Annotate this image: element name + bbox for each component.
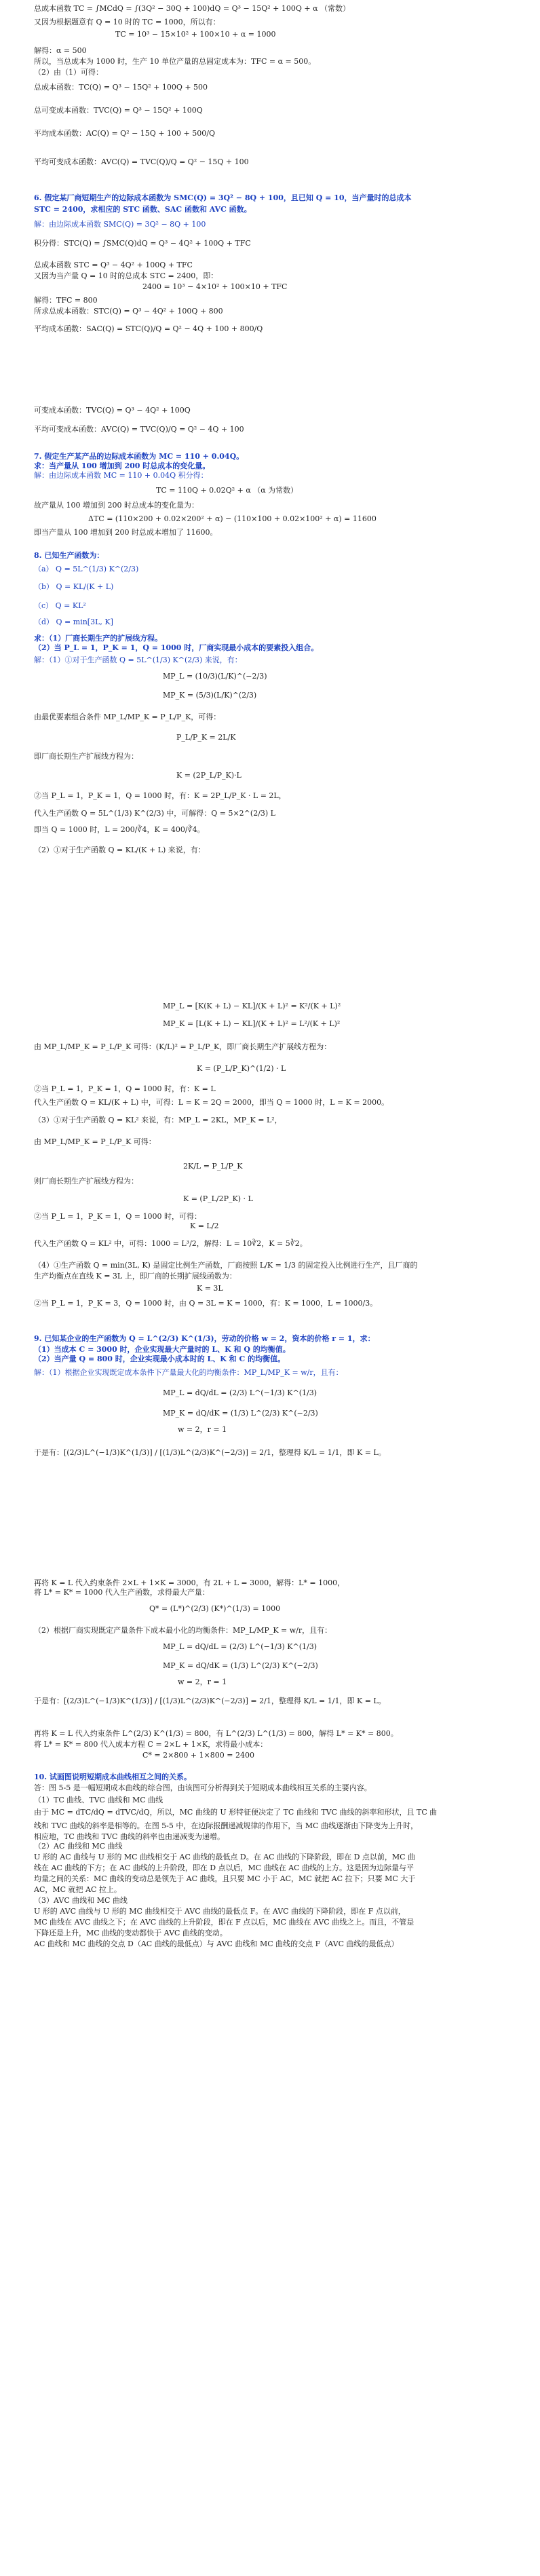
text-line: 8. 已知生产函数为： bbox=[34, 551, 104, 560]
text-line: 解：（1）①对于生产函数 Q = 5L^(1/3) K^(2/3) 来说，有： bbox=[34, 656, 242, 664]
text-line: 平均可变成本函数：AVC(Q) = TVC(Q)/Q = Q² − 4Q + 100 bbox=[34, 425, 244, 434]
text-line: AC 曲线和 MC 曲线的交点 D（AC 曲线的最低点）与 AVC 曲线和 MC 曲线的交点 F（AVC 曲线的最低点） bbox=[34, 1939, 399, 1948]
text-line: 由 MP_L/MP_K = P_L/P_K 可得：(K/L)² = P_L/P_K，即厂商长期生产扩展线方程为： bbox=[34, 1042, 332, 1051]
text-line: （1）当成本 C = 3000 时，企业实现最大产量时的 L、K 和 Q 的均衡值。 bbox=[34, 1345, 290, 1354]
text-line: 解：（1）根据企业实现既定成本条件下产量最大化的均衡条件：MP_L/MP_K = w/r，且有： bbox=[34, 1368, 343, 1377]
text-line: 即当产量从 100 增加到 200 时总成本增加了 11600。 bbox=[34, 528, 218, 537]
text-line: TC = 10³ − 15×10² + 100×10 + α = 1000 bbox=[115, 30, 276, 39]
text-line: 总成本函数 STC = Q³ − 4Q² + 100Q + TFC bbox=[34, 261, 193, 269]
text-line: 2K/L = P_L/P_K bbox=[183, 1162, 243, 1171]
text-line: 平均可变成本函数：AVC(Q) = TVC(Q)/Q = Q² − 15Q + 100 bbox=[34, 157, 249, 166]
text-line: 于是有：[(2/3)L^(−1/3)K^(1/3)] / [(1/3)L^(2/3)K^(−2/3)] = 2/1，整理得 K/L = 1/1，即 K = L。 bbox=[34, 1697, 386, 1705]
text-line: 所以，当总成本为 1000 时，生产 10 单位产量的总固定成本为：TFC = α = 500。 bbox=[34, 57, 316, 66]
text-line: MP_L = [K(K + L) − KL]/(K + L)² = K²/(K + L)² bbox=[163, 1002, 341, 1010]
text-line: 将 L* = K* = 1000 代入生产函数，求得最大产量： bbox=[34, 1588, 210, 1597]
text-line: 再将 K = L 代入约束条件 2×L + 1×K = 3000，有 2L + L = 3000，解得：L* = 1000， bbox=[34, 1578, 345, 1587]
text-line: K = (P_L/2P_K) · L bbox=[183, 1194, 253, 1203]
text-line: MP_K = [L(K + L) − KL]/(K + L)² = L²/(K + L)² bbox=[163, 1019, 341, 1028]
text-line: 代入生产函数 Q = 5L^(1/3) K^(2/3) 中，可解得：Q = 5×2^(2/3) L bbox=[34, 809, 275, 818]
text-line: 下降还是上升，MC 曲线的变动都快于 AVC 曲线的变动。 bbox=[34, 1929, 227, 1937]
text-line: 9. 已知某企业的生产函数为 Q = L^(2/3) K^(1/3)，劳动的价格 w = 2，资本的价格 r = 1，求： bbox=[34, 1334, 375, 1343]
text-line: 故产量从 100 增加到 200 时总成本的变化量为： bbox=[34, 501, 199, 510]
text-line: K = 3L bbox=[197, 1284, 223, 1293]
text-line: 生产均衡点在直线 K = 3L 上，即厂商的长期扩展线函数为： bbox=[34, 1272, 237, 1281]
text-line: （1）TC 曲线、TVC 曲线和 MC 曲线 bbox=[34, 1796, 163, 1804]
text-line: （2）由（1）可得： bbox=[34, 68, 103, 77]
text-line: 又因为根据题意有 Q = 10 时的 TC = 1000，所以有： bbox=[34, 18, 220, 26]
text-line: w = 2，r = 1 bbox=[178, 1678, 227, 1686]
text-line: 线和 TVC 曲线的斜率是相等的。在图 5-5 中，在边际报酬递减规律的作用下，当 MC 曲线逐渐由下降变为上升时， bbox=[34, 1821, 419, 1830]
text-line: 总成本函数：TC(Q) = Q³ − 15Q² + 100Q + 500 bbox=[34, 83, 208, 92]
text-line: MC 曲线在 AVC 曲线之下；在 AVC 曲线的上升阶段，即在 F 点以后，MC 曲线在 AVC 曲线之上。而且，不管是 bbox=[34, 1918, 414, 1927]
text-line: 代入生产函数 Q = KL/(K + L) 中，可得：L = K = 2Q = 2000，即当 Q = 1000 时，L = K = 2000。 bbox=[34, 1098, 389, 1107]
text-line: 均量之间的关系：MC 曲线的变动总是领先于 AC 曲线，且只要 MC 小于 AC，MC 就把 AC 拉下；只要 MC 大于 bbox=[34, 1874, 416, 1883]
text-line: ΔTC = (110×200 + 0.02×200² + α) − (110×100 + 0.02×100² + α) = 11600 bbox=[88, 514, 377, 523]
text-line: 即当 Q = 1000 时，L = 200/∛4，K = 400/∛4。 bbox=[34, 825, 205, 834]
text-line: （2）当产量 Q = 800 时，企业实现最小成本时的 L、K 和 C 的均衡值。 bbox=[34, 1355, 286, 1363]
text-line: （d） Q = min[3L, K] bbox=[34, 618, 113, 626]
text-line: 将 L* = K* = 800 代入成本方程 C = 2×L + 1×K，求得最小成本： bbox=[34, 1740, 268, 1749]
text-line: w = 2，r = 1 bbox=[178, 1425, 227, 1434]
text-line: 2400 = 10³ − 4×10² + 100×10 + TFC bbox=[142, 282, 288, 291]
text-line: 线在 AC 曲线的下方；在 AC 曲线的上升阶段，即在 D 点以后，MC 曲线在 AC 曲线的上方。这是因为边际量与平 bbox=[34, 1863, 414, 1872]
text-line: 则厂商长期生产扩展线方程为： bbox=[34, 1177, 138, 1186]
text-line: 10. 试画图说明短期成本曲线相互之间的关系。 bbox=[34, 1773, 191, 1781]
text-line: 于是有：[(2/3)L^(−1/3)K^(1/3)] / [(1/3)L^(2/3)K^(−2/3)] = 2/1，整理得 K/L = 1/1，即 K = L。 bbox=[34, 1448, 386, 1457]
text-line: MP_L = dQ/dL = (2/3) L^(−1/3) K^(1/3) bbox=[163, 1388, 317, 1397]
text-line: 又因为当产量 Q = 10 时的总成本 STC = 2400，即： bbox=[34, 271, 218, 280]
text-line: （3）①对于生产函数 Q = KL² 来说，有：MP_L = 2KL，MP_K = L²， bbox=[34, 1116, 282, 1124]
text-line: MP_L = dQ/dL = (2/3) L^(−1/3) K^(1/3) bbox=[163, 1642, 317, 1651]
text-line: MP_L = (10/3)(L/K)^(−2/3) bbox=[163, 672, 267, 681]
text-line: （3）AVC 曲线和 MC 曲线 bbox=[34, 1896, 128, 1905]
text-line: 求：当产量从 100 增加到 200 时总成本的变化量。 bbox=[34, 461, 210, 470]
text-line: U 形的 AC 曲线与 U 形的 MC 曲线相交于 AC 曲线的最低点 D。在 AC 曲线的下降阶段，即在 D 点以前，MC 曲 bbox=[34, 1853, 416, 1861]
text-line: （a） Q = 5L^(1/3) K^(2/3) bbox=[34, 565, 139, 573]
text-line: 解得：α = 500 bbox=[34, 46, 87, 55]
text-line: STC = 2400，求相应的 STC 函数、SAC 函数和 AVC 函数。 bbox=[34, 205, 252, 214]
text-line: 平均成本函数：AC(Q) = Q² − 15Q + 100 + 500/Q bbox=[34, 129, 215, 138]
text-line: 所求总成本函数：STC(Q) = Q³ − 4Q² + 100Q + 800 bbox=[34, 307, 223, 316]
text-line: 解得：TFC = 800 bbox=[34, 296, 98, 305]
text-line: K = (2P_L/P_K)·L bbox=[176, 771, 242, 780]
text-line: 7. 假定生产某产品的边际成本函数为 MC = 110 + 0.04Q。 bbox=[34, 452, 244, 461]
text-line: （b） Q = KL/(K + L) bbox=[34, 582, 114, 591]
text-line: K = L/2 bbox=[190, 1221, 219, 1230]
text-line: （4）①生产函数 Q = min(3L, K) 是固定比例生产函数，厂商按照 L/K = 1/3 的固定投入比例进行生产，且厂商的 bbox=[34, 1261, 418, 1270]
text-line: 可变成本函数：TVC(Q) = Q³ − 4Q² + 100Q bbox=[34, 406, 191, 415]
text-line: ②当 P_L = 1，P_K = 3，Q = 1000 时，由 Q = 3L = K = 1000，有：K = 1000，L = 1000/3。 bbox=[34, 1299, 378, 1308]
text-line: Q* = (L*)^(2/3) (K*)^(1/3) = 1000 bbox=[149, 1604, 281, 1613]
text-line: （2）根据厂商实现既定产量条件下成本最小化的均衡条件：MP_L/MP_K = w/r，且有： bbox=[34, 1626, 332, 1635]
text-line: U 形的 AVC 曲线与 U 形的 MC 曲线相交于 AVC 曲线的最低点 F。在 AVC 曲线的下降阶段，即在 F 点以前， bbox=[34, 1907, 406, 1916]
text-line: ②当 P_L = 1，P_K = 1，Q = 1000 时，有：K = 2P_L/P_K · L = 2L， bbox=[34, 791, 286, 800]
text-line: C* = 2×800 + 1×800 = 2400 bbox=[142, 1751, 254, 1760]
text-line: K = (P_L/P_K)^(1/2) · L bbox=[197, 1064, 286, 1073]
text-line: MP_K = dQ/dK = (1/3) L^(2/3) K^(−2/3) bbox=[163, 1661, 318, 1670]
text-line: （2）①对于生产函数 Q = KL/(K + L) 来说，有： bbox=[34, 846, 206, 854]
text-line: AC，MC 就把 AC 拉上。 bbox=[34, 1885, 121, 1894]
text-line: 由最优要素组合条件 MP_L/MP_K = P_L/P_K，可得： bbox=[34, 713, 221, 721]
text-line: 由 MP_L/MP_K = P_L/P_K 可得： bbox=[34, 1137, 156, 1146]
text-line: 总可变成本函数：TVC(Q) = Q³ − 15Q² + 100Q bbox=[34, 106, 203, 115]
text-line: 总成本函数 TC = ∫MCdQ = ∫(3Q² − 30Q + 100)dQ = Q³ − 15Q² + 100Q + α （常数） bbox=[34, 4, 351, 13]
text-line: 代入生产函数 Q = KL² 中，可得：1000 = L³/2，解得：L = 10∛2，K = 5∛2。 bbox=[34, 1239, 307, 1248]
text-line: （2）当 P_L = 1，P_K = 1，Q = 1000 时，厂商实现最小成本的要素投入组合。 bbox=[34, 643, 319, 652]
text-line: ②当 P_L = 1，P_K = 1，Q = 1000 时，有：K = L bbox=[34, 1084, 216, 1093]
text-line: 求：（1）厂商长期生产的扩展线方程。 bbox=[34, 634, 163, 643]
text-line: 解：由边际成本函数 MC = 110 + 0.04Q 积分得： bbox=[34, 471, 208, 480]
text-line: 由于 MC = dTC/dQ = dTVC/dQ，所以，MC 曲线的 U 形特征便决定了 TC 曲线和 TVC 曲线的斜率和形状，且 TC 曲 bbox=[34, 1808, 438, 1817]
text-line: 再将 K = L 代入约束条件 L^(2/3) K^(1/3) = 800，有 L^(2/3) L^(1/3) = 800，解得 L* = K* = 800。 bbox=[34, 1729, 398, 1738]
text-line: P_L/P_K = 2L/K bbox=[176, 733, 236, 742]
text-line: （c） Q = KL² bbox=[34, 601, 86, 610]
text-line: 答：图 5-5 是一幅短期成本曲线的综合图，由该图可分析得到关于短期成本曲线相互关系的主要内容。 bbox=[34, 1783, 372, 1792]
text-line: （2）AC 曲线和 MC 曲线 bbox=[34, 1842, 123, 1851]
text-line: MP_K = dQ/dK = (1/3) L^(2/3) K^(−2/3) bbox=[163, 1409, 318, 1418]
text-line: ②当 P_L = 1，P_K = 1，Q = 1000 时，可得： bbox=[34, 1212, 201, 1221]
text-line: 平均成本函数：SAC(Q) = STC(Q)/Q = Q² − 4Q + 100 + 800/Q bbox=[34, 324, 263, 333]
text-line: 6. 假定某厂商短期生产的边际成本函数为 SMC(Q) = 3Q² − 8Q + 100，且已知 Q = 10，当产量时的总成本 bbox=[34, 193, 412, 202]
text-line: 相应地，TC 曲线和 TVC 曲线的斜率也由递减变为递增。 bbox=[34, 1832, 225, 1841]
text-line: 积分得：STC(Q) = ∫SMC(Q)dQ = Q³ − 4Q² + 100Q + TFC bbox=[34, 239, 251, 248]
text-line: 即厂商长期生产扩展线方程为： bbox=[34, 752, 138, 761]
text-line: MP_K = (5/3)(L/K)^(2/3) bbox=[163, 691, 257, 700]
text-line: 解：由边际成本函数 SMC(Q) = 3Q² − 8Q + 100 bbox=[34, 220, 206, 229]
text-line: TC = 110Q + 0.02Q² + α （α 为常数） bbox=[156, 486, 298, 495]
